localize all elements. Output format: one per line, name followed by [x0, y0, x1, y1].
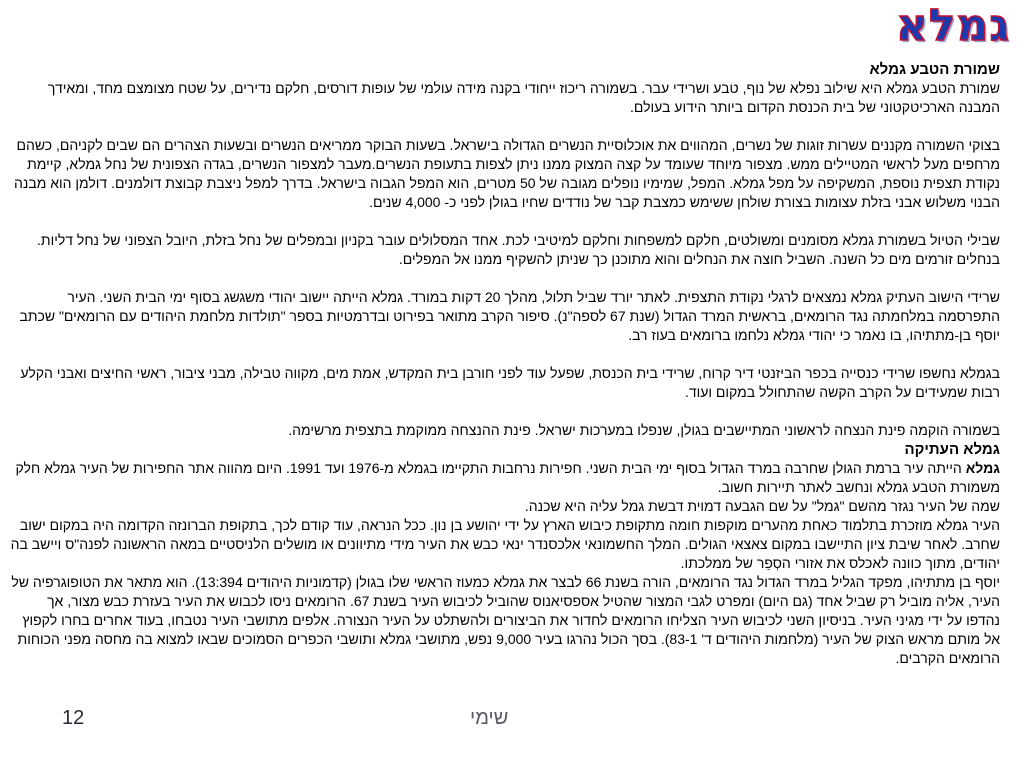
paragraph-text: הייתה עיר ברמת הגולן שחרבה במרד הגדול בסוף ימי הבית השני. חפירות נרחבות התקיימו בגמלא מ-1976 ועד 1991. היום מהווה אתר החפירות של העיר גמלא חלק משמורת הטבע גמלא ונחשב לאתר תיירות חשוב.	[15, 460, 1000, 495]
section-heading-reserve: שמורת הטבע גמלא	[869, 61, 1000, 78]
section-heading-ancient: גמלא העתיקה	[904, 441, 1000, 458]
paragraph-spacer	[10, 402, 1000, 421]
paragraph-spacer	[10, 269, 1000, 288]
footer-name: שימי	[470, 707, 509, 729]
paragraph: בשמורה הוקמה פינת הנצחה לראשוני המתיישבים בגולן, שנפלו במערכות ישראל. פינת ההנצחה ממוקמת בתצפית מרשימה.	[288, 422, 1000, 438]
paragraph	[10, 459, 1000, 497]
paragraph: שמורת הטבע גמלא היא שילוב נפלא של נוף, טבע ושרידי עבר. בשמורה ריכוז ייחודי בקנה מידה עולמי של עופות דורסים, חלקם נדירים, על שטח מצומצם מחד, ומאידך המבנה הארכיטקטוני של בית הכנסת הקדום ביותר הידוע בעולם.	[47, 80, 1000, 115]
page-number: 12	[62, 707, 85, 729]
paragraph-spacer	[10, 345, 1000, 364]
paragraph-spacer	[10, 117, 1000, 136]
paragraph: יוסף בן מתתיהו, מפקד הגליל במרד הגדול נגד הרומאים, הורה בשנת 66 לבצר את גמלא כמעוז הראשי שלו בגולן (קדמוניות היהודים 13:394). הוא מתאר את הטופוגרפיה של העיר, אליה מוביל רק שביל אחד (גם היום) ומפרט לגבי המצור שהטיל אספסיאנוס שהוביל לכיבוש העיר בשנת 67. הרומאים ניסו לכבוש את העיר בעזרת כבש מצור, אך נהדפו על ידי מגיני העיר. בניסיון השני לכיבוש העיר הצליחו הרומאים לחדור את הביצורים ולהשתלט על העיר הנצורה. אלפים מתושבי העיר נטבחו, בעוד אחרים בחרו לקפוץ אל מותם מראש הצוק של העיר (מלחמות היהודים ד' 83-1). בסך הכול נהרגו בעיר 9,000 נפש, מתושבי גמלא ותושבי הכפרים הסמוכים שבאו למצוא בה מחסה מפני הכוחות הרומאים הקרבים.	[11, 574, 1000, 666]
paragraph-spacer	[10, 212, 1000, 231]
paragraph: בצוקי השמורה מקננים עשרות זוגות של נשרים, המהווים את אוכלוסיית הנשרים הגדולה בישראל. בשעות הבוקר ממריאים הנשרים ובשעות הצהרים הם שבים לקניהם, כשהם מרחפים מעל לראשי המטיילים ממש. מצפור מיוחד שעומד על קצה המצוק ממנו ניתן לצפות בתעופת הנשרים.מעבר למצפור הנשרים, בגדה הצפונית של נחל גמלא, קיימת נקודת תצפית נוספת, המשקיפה על מפל גמלא. המפל, שמימיו נופלים מגובה של 50 מטרים, הוא המפל הגבוה בישראל. בדרך למפל ניצבת קבוצת דולמנים. דולמן הוא מבנה הבנוי משלוש אבני בזלת עצומות בצורת שולחן ששימש כמצבת קבר של נודדים שחיו בגולן לפני כ- 4,000 שנים.	[14, 137, 1000, 210]
lead-word: גמלא	[965, 460, 1000, 476]
paragraph: בגמלא נחשפו שרידי כנסייה בכפר הביזנטי דיר קרוח, שרידי בית הכנסת, שפעל עוד לפני חורבן בית המקדש, אמת מים, מקווה טבילה, מבני ציבור, ראשי החיצים ואבני הקלע רבות שמעידים על הקרב הקשה שהתחולל במקום ועוד.	[20, 365, 1000, 400]
gamla-logo: גמלא	[895, 0, 1010, 51]
article-body	[10, 60, 1000, 668]
paragraph: שרידי הישוב העתיק גמלא נמצאים לרגלי נקודת התצפית. לאתר יורד שביל תלול, מהלך 20 דקות במורד. גמלא הייתה יישוב יהודי משגשג בסוף ימי הבית השני. העיר התפרסמה במלחמתה נגד הרומאים, בראשית המרד הגדול (שנת 67 לספה"נ). סיפור הקרב מתואר בפירוט ובדרמטיות בספר "תולדות מלחמת היהודים עם הרומאים" שכתב יוסף בן-מתתיהו, בו נאמר כי יהודי גמלא נלחמו ברומאים בעוז רב.	[19, 289, 1000, 343]
paragraph: שבילי הטיול בשמורת גמלא מסומנים ומשולטים, חלקם למשפחות וחלקם למיטיבי לכת. אחד המסלולים עובר בקניון ובמפלים של נחל בזלת, היובל הצפוני של נחל דליות. בנחלים זורמים מים כל השנה. השביל חוצה את הנחלים והוא מתוכנן כך שניתן להשקיף ממנו אל המפלים.	[37, 232, 1000, 267]
paragraph: העיר גמלא מוזכרת בתלמוד כאחת מהערים מוקפות חומה מתקופת כיבוש הארץ על ידי יהושע בן נון. ככל הנראה, עוד קודם לכך, בתקופת הברונזה הקדומה היה במקום ישוב שחרב. לאחר שיבת ציון התיישבו במקום צאצאי הגולים. המלך החשמונאי אלכסנדר ינאי כבש את העיר מידי מתיוונים או מושלים הלניסטיים במאה הראשונה לפנה"ס ויישב בה יהודים, מתוך כוונה לאכלס את אזורי הסְפַר של ממלכתו.	[10, 517, 1000, 571]
paragraph: שמה של העיר נגזר מהשם "גמל" על שם הגבעה דמוית דבשת גמל עליה היא שכנה.	[524, 498, 1000, 514]
